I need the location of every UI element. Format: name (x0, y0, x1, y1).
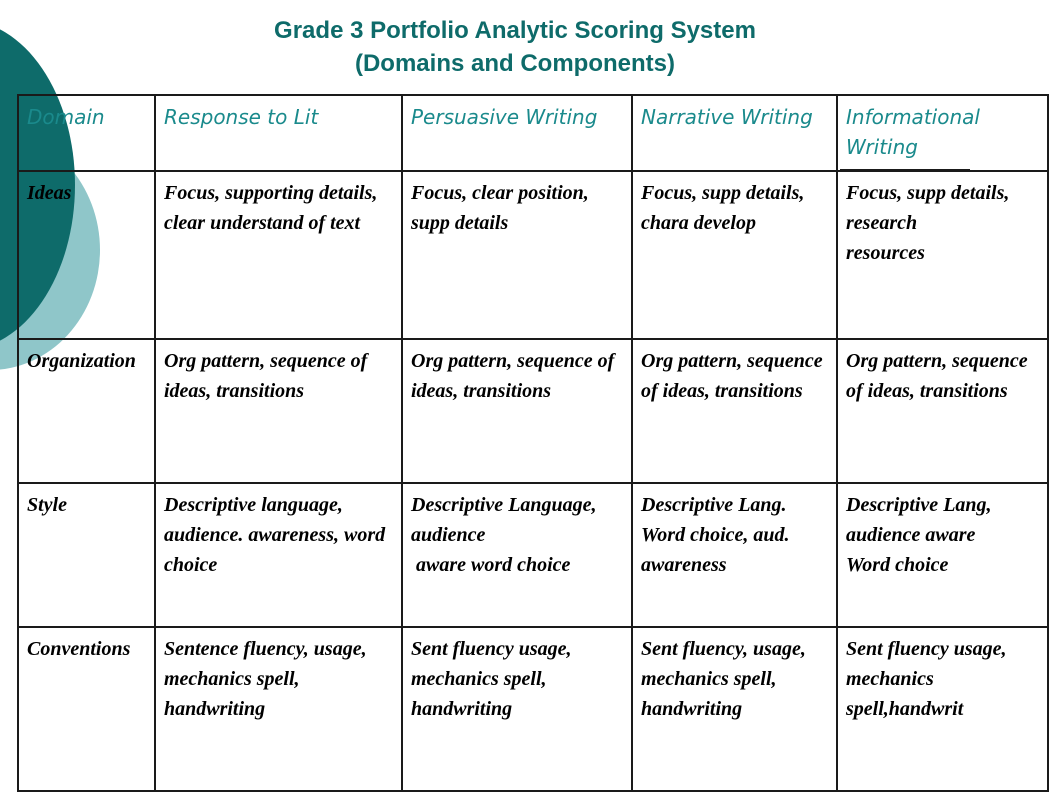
table-cell: Focus, supp details, chara develop (632, 171, 837, 339)
scoring-table (17, 94, 1049, 792)
table-row-conventions (18, 627, 1048, 791)
table-cell: Focus, clear position, supp details (402, 171, 632, 339)
domain-cell: Style (18, 483, 155, 627)
header-persuasive-writing: Persuasive Writing (402, 95, 632, 171)
table-cell: Sent fluency usage, mechanics spell,handwrit (837, 627, 1048, 791)
table-cell: Descriptive Lang, audience aware Word choice (837, 483, 1048, 627)
table-cell: Focus, supporting details, clear understand of text (155, 171, 402, 339)
slide-title (200, 14, 830, 80)
title-line-2: (Domains and Components) (354, 50, 675, 77)
table-cell: Descriptive Lang. Word choice, aud. awareness (632, 483, 837, 627)
table-row-ideas (18, 171, 1048, 339)
table-cell: Org pattern, sequence of ideas, transitions (632, 339, 837, 483)
header-underline (840, 169, 970, 170)
table-cell: Sent fluency, usage, mechanics spell, handwriting (632, 627, 837, 791)
header-informational-writing: Informational Writing (837, 95, 1048, 171)
header-response-to-lit: Response to Lit (155, 95, 402, 171)
domain-cell: Conventions (18, 627, 155, 791)
header-row (18, 95, 1048, 171)
domain-cell: Ideas (18, 171, 155, 339)
table-cell: Descriptive language, audience. awareness, word choice (155, 483, 402, 627)
table-cell: Org pattern, sequence of ideas, transitions (837, 339, 1048, 483)
header-narrative-writing: Narrative Writing (632, 95, 837, 171)
header-domain: Domain (18, 95, 155, 171)
table-row-organization (18, 339, 1048, 483)
table-cell: Focus, supp details, research resources (837, 171, 1048, 339)
table-cell: Org pattern, sequence of ideas, transitions (402, 339, 632, 483)
title-line-1: Grade 3 Portfolio Analytic Scoring System (274, 17, 756, 44)
table-cell: Sent fluency usage, mechanics spell, handwriting (402, 627, 632, 791)
table-cell: Sentence fluency, usage, mechanics spell, handwriting (155, 627, 402, 791)
table-cell: Org pattern, sequence of ideas, transitions (155, 339, 402, 483)
table-cell: Descriptive Language, audience aware word choice (402, 483, 632, 627)
table-row-style (18, 483, 1048, 627)
domain-cell: Organization (18, 339, 155, 483)
